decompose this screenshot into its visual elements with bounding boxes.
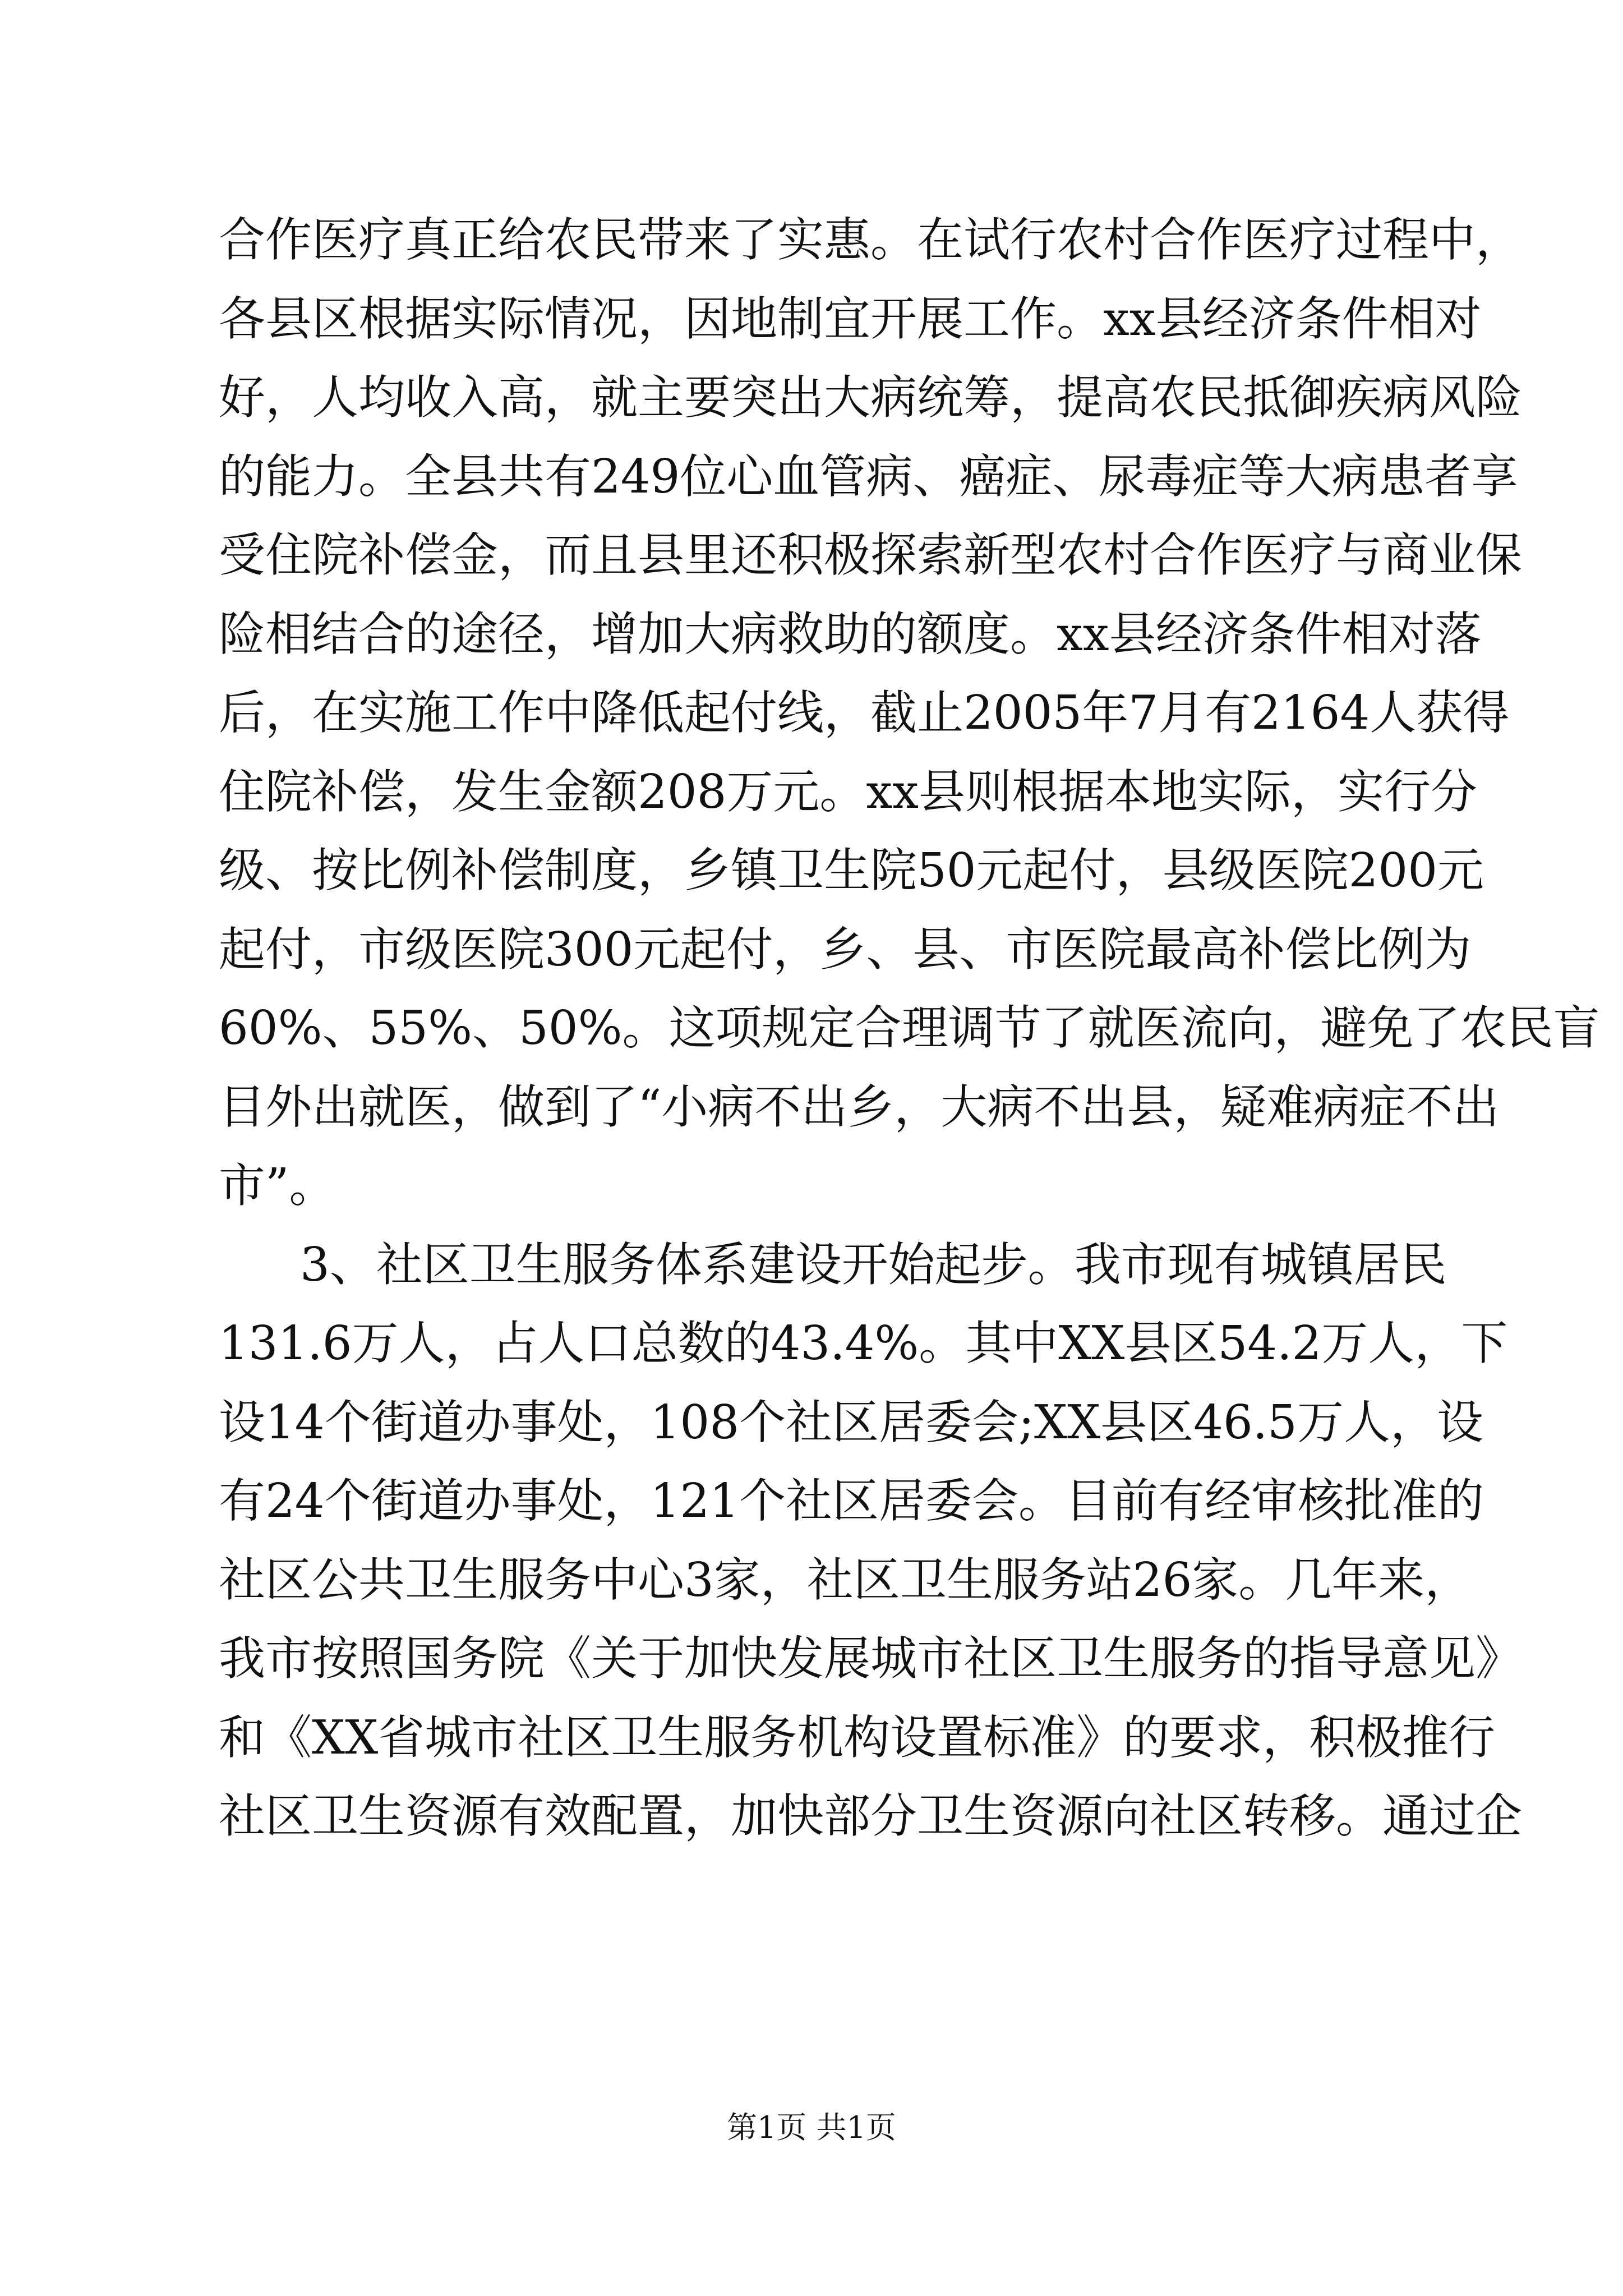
text-line: 3、社区卫生服务体系建设开始起步。我市现有城镇居民 [300, 1237, 1447, 1292]
text-line: 目外出就医，做到了“小病不出乡，大病不出县，疑难病症不出 [219, 1079, 1500, 1134]
text-line: 的能力。全县共有249位心血管病、癌症、尿毒症等大病患者享 [219, 449, 1518, 504]
text-line: 市”。 [219, 1158, 336, 1213]
text-line: 131.6万人，占人口总数的43.4%。其中XX县区54.2万人，下 [219, 1316, 1508, 1370]
text-line: 我市按照国务院《关于加快发展城市社区卫生服务的指导意见》 [219, 1631, 1522, 1686]
text-line: 住院补偿，发生金额208万元。xx县则根据本地实际，实行分 [219, 764, 1478, 819]
text-line: 险相结合的途径，增加大病救助的额度。xx县经济条件相对落 [219, 606, 1482, 661]
text-line: 后，在实施工作中降低起付线，截止2005年7月有2164人获得 [219, 685, 1510, 740]
text-line: 设14个街道办事处，108个社区居委会;XX县区46.5万人，设 [219, 1395, 1483, 1450]
text-line: 有24个街道办事处，121个社区居委会。目前有经审核批准的 [219, 1474, 1484, 1528]
text-line: 合作医疗真正给农民带来了实惠。在试行农村合作医疗过程中， [219, 213, 1522, 267]
text-line: 60%、55%、50%。这项规定合理调节了就医流向，避免了农民盲 [219, 1001, 1600, 1055]
text-line: 起付，市级医院300元起付，乡、县、市医院最高补偿比例为 [219, 922, 1472, 977]
text-line: 和《XX省城市社区卫生服务机构设置标准》的要求，积极推行 [219, 1710, 1496, 1765]
text-line: 各县区根据实际情况，因地制宜开展工作。xx县经济条件相对 [219, 291, 1482, 346]
text-line: 社区卫生资源有效配置，加快部分卫生资源向社区转移。通过企 [219, 1789, 1522, 1843]
text-line: 级、按比例补偿制度，乡镇卫生院50元起付，县级医院200元 [219, 843, 1484, 898]
text-line: 受住院补偿金，而且县里还积极探索新型农村合作医疗与商业保 [219, 528, 1522, 582]
text-line: 社区公共卫生服务中心3家，社区卫生服务站26家。几年来， [219, 1552, 1472, 1607]
text-line: 好，人均收入高，就主要突出大病统筹，提高农民抵御疾病风险 [219, 370, 1522, 425]
page-footer: 第1页 共1页 [727, 2110, 896, 2145]
